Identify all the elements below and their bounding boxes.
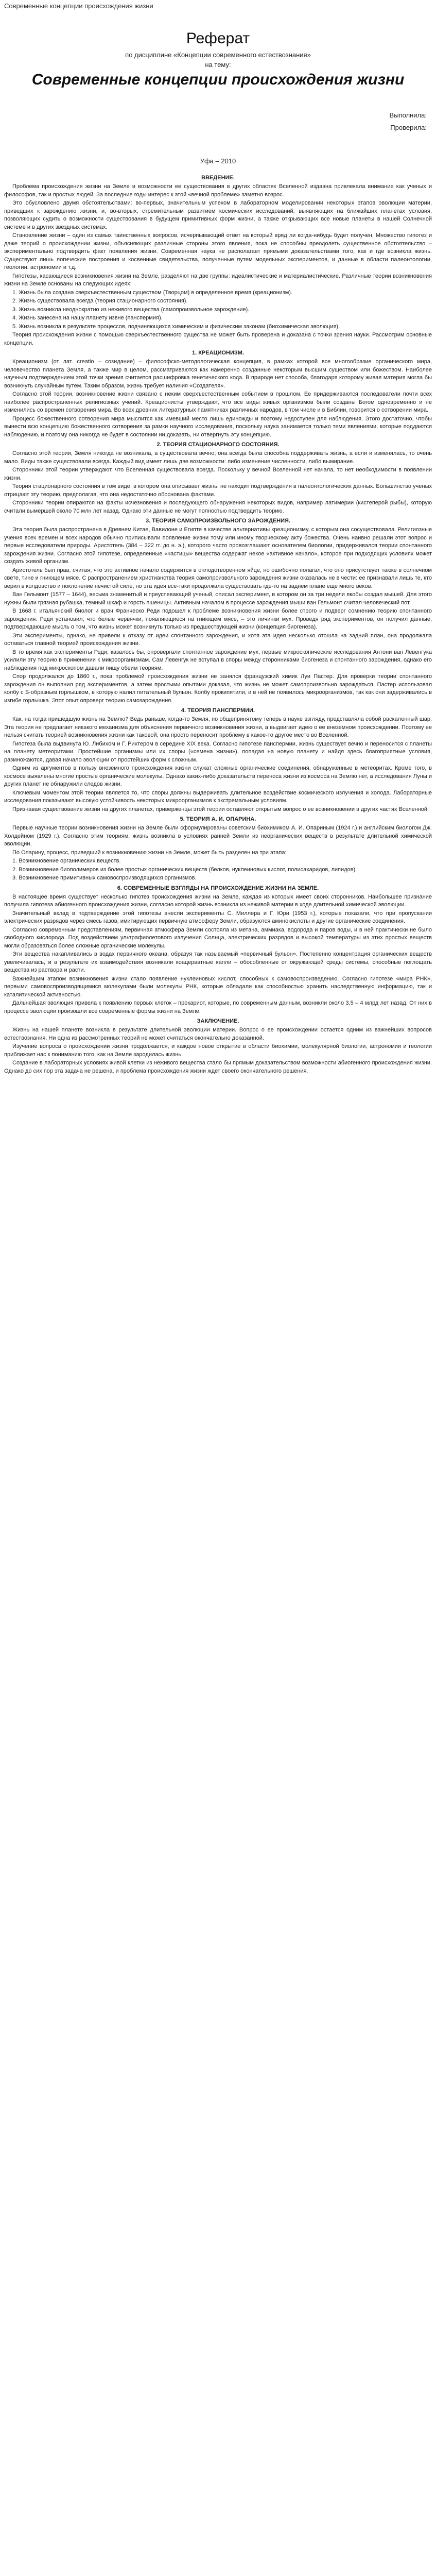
section-paragraph: 5. Жизнь возникла в результате процессов, подчиняющихся химическим и физическим законам (биохимическая эволюция). [12, 323, 340, 330]
section [4, 884, 432, 1016]
main-title: Современные концепции происхождения жизни [31, 71, 405, 88]
section-paragraph: Сторонники этой теории утверждают, что Вселенная существовала всегда. Поскольку у вечной Вселенной нет начала, то нет необходимости в появлении жизни. [4, 467, 432, 481]
checked-label: Проверила: [390, 124, 427, 131]
section-paragraph: Согласно современным представлениям, первичная атмосфера Земли состояла из метана, аммиака, водорода и паров воды, и в ней практически не было свободного кислорода. Под воздействием ультрафиолетового излучения Солнца, электрических разрядов и высокой температуры из этих простых веществ могли образоваться более сложные органические молекулы. [4, 926, 432, 949]
theme-label: на тему: [205, 61, 231, 69]
section-paragraph: Ван Гельмонт (1577 – 1644), весьма знаменитый и преуспевающий ученый, описал эксперимент, в котором он за три недели якобы создал мышей. Для этого нужны были грязная рубашка, темный шкаф и горсть пшеницы. Активным началом в процессе зарождения мыши ван Гельмонт считал человеческий пот. [4, 591, 432, 606]
city-year: Уфа – 2010 [200, 157, 236, 165]
section-paragraph: Как, на тогда пришедшую жизнь на Землю? Ведь раньше, когда-то Земля, по общепринятому теперь в науке взгляду, представляла собой раскаленный шар. Эта теория не предлагает никакого механизма для объяснения первичного возникновения жизни, а выдвигает идею о ее внеземном происхождении. Поэтому ее нельзя считать теорией возникновения жизни как таковой; она просто переносит проблему в какое-то другое место во Вселенной. [4, 716, 432, 738]
section [4, 815, 432, 883]
section-paragraph: Теория стационарного состояния в том виде, в котором она описывает жизнь, не находит подтверждения в палеонтологических данных. Большинство ученых отрицают эту теорию, предполагая, что она недостаточно обоснована фактами. [4, 483, 432, 498]
section-paragraph: Эти вещества накапливались в водах первичного океана, образуя так называемый «первичный бульон». Постепенно концентрация органических веществ увеличивалась, и в результате их взаимодействия возникали коацерватные капли – обособленные от окружающей среды системы, способные поглощать вещества из раствора и расти. [4, 951, 432, 973]
section-paragraph: Одним из аргументов в пользу внеземного происхождения жизни служат сложные органические соединения, обнаруженные в метеоритах. Кроме того, в космосе выявлены многие простые органические молекулы. Однако каких-либо доказательств переноса жизни из космоса на Землю нет, а исследования Луны и других планет не обнаружили следов жизни. [4, 765, 432, 787]
section-paragraph: В то время как эксперименты Реди, казалось бы, опровергали спонтанное зарождение мух, первые микроскопические исследования Антони ван Левенгука усилили эту теорию в применении к микроорганизмам. Сам Левенгук не вступал в споры между сторонниками биогенеза и спонтанного зарождения, однако его наблюдения под микроскопом давали пищу обеим теориям. [4, 649, 432, 671]
section-paragraph: Дальнейшая эволюция привела к появлению первых клеток – прокариот, которые, по современным данным, возникли около 3,5 – 4 млрд лет назад. От них в процессе эволюции произошли все современные формы жизни на Земле. [4, 1000, 432, 1014]
discipline-line: по дисциплине «Концепции современного естествознания» [125, 51, 311, 59]
section-paragraph: Гипотезы, касающиеся возникновения жизни на Земле, разделяют на две группы: идеалистические и материалистические. Различные теории возникновения жизни на Земле основаны на следующих идеях: [4, 273, 432, 287]
section-paragraph: Важнейшим этапом возникновения жизни стало появление нуклеиновых кислот, способных к самовоспроизведению. Согласно гипотезе «мира РНК», первыми самовоспроизводящимися молекулами были молекулы РНК, которые обладали как способностью хранить наследственную информацию, так и каталитической активностью. [4, 975, 432, 998]
section-paragraph: Признавая существование жизни на других планетах, приверженцы этой теории оставляют открытым вопрос о ее возникновении в других частях Вселенной. [12, 806, 429, 812]
section-paragraph: Ключевым моментом этой теории является то, что споры должны выдерживать длительное воздействие космического излучения и холода. Лабораторные исследования показывают высокую устойчивость некоторых микроорганизмов к экстремальным условиям. [4, 789, 432, 804]
section-paragraph: Гипотеза была выдвинута Ю. Либихом и Г. Рихтером в середине XIX века. Согласно гипотезе панспермии, жизнь существует вечно и переносится с планеты на планету метеоритами. Простейшие организмы или их споры («семена жизни»), попадая на новую планету и найдя здесь благоприятные условия, размножаются, давая начало эволюции от простейших форм к сложным. [4, 740, 432, 763]
section-paragraph: 2. Возникновение биополимеров из более простых органических веществ (белков, нуклеиновых кислот, полисахаридов, липидов). [12, 866, 357, 873]
section-paragraph: Эти эксперименты, однако, не привели к отказу от идеи спонтанного зарождения, и хотя эта идея несколько отошла на задний план, она продолжала оставаться главной теорией происхождения жизни. [4, 632, 432, 647]
section-paragraph: Проблема происхождения жизни на Земле и возможности ее существования в других областях Вселенной издавна привлекала внимание как ученых и философов, так и простых людей. За последние годы интерес к этой «вечной проблеме» заметно возрос. [4, 183, 432, 198]
section-paragraph: По Опарину, процесс, приведший к возникновению жизни на Земле, может быть разделен на три этапа: [12, 849, 287, 856]
section-heading: 5. ТЕОРИЯ А. И. ОПАРИНА. [180, 816, 256, 822]
section-paragraph: Создание в лабораторных условиях живой клетки из неживого вещества стало бы прямым доказательством возможности абиогенного происхождения жизни. Однако до сих пор эта задача не решена, и проблема происхождения жизни ждет своего окончательного решения. [4, 1060, 432, 1074]
section-heading: 6. СОВРЕМЕННЫЕ ВЗГЛЯДЫ НА ПРОИСХОЖДЕНИЕ ЖИЗНИ НА ЗЕМЛЕ. [117, 885, 319, 891]
signature-block [4, 109, 432, 134]
section-paragraph: Это обусловлено двумя обстоятельствами: во-первых, значительным успехом в лабораторном моделировании некоторых этапов эволюции материи, приведших к зарождению жизни, и, во-вторых, стремительным развитием космических исследований, выявляющих на ближайших планетах условия, позволяющих судить о возможности существования в будущем примитивных форм жизни, а также открывающих все новые планеты в нашей Солнечной системе и в других звездных системах. [4, 200, 432, 230]
section-paragraph: 2. Жизнь существовала всегда (теория стационарного состояния). [12, 298, 188, 304]
section-paragraph: 1. Жизнь была создана сверхъестественным существом (Творцом) в определенное время (креационизм). [12, 289, 293, 296]
section-paragraph: Теория происхождения жизни с помощью сверхъестественного существа не может быть проверена и доказана с точки зрения науки. Рассмотрим основные концепции. [4, 332, 432, 346]
section-paragraph: 1. Возникновение органических веществ. [12, 858, 121, 864]
document-page [0, 0, 436, 1086]
performed-label: Выполнила: [389, 111, 427, 119]
document-top-title: Современные концепции происхождения жизни [4, 2, 153, 10]
document-body [4, 174, 432, 1075]
section-paragraph: 3. Жизнь возникла неоднократно из неживого вещества (самопроизвольное зарождение). [12, 306, 250, 313]
section-paragraph: Согласно этой теории, Земля никогда не возникала, а существовала вечно; она всегда была способна поддерживать жизнь, а если и изменялась, то очень мало. Виды также существовали всегда. Каждый вид имеет лишь две возможности: либо изменение численности, либо вымирание. [4, 450, 432, 465]
section-paragraph: Сторонники теории опираются на факты исчезновения и последующего обнаружения некоторых видов, например латимерии (кистеперой рыбы), которую считали вымершей около 70 млн лет назад. Однако эти данные не могут полностью подтвердить теорию. [4, 500, 432, 514]
section-heading: 4. ТЕОРИЯ ПАНСПЕРМИИ. [181, 707, 255, 714]
document-type: Реферат [186, 30, 250, 47]
section-paragraph: В настоящее время существует несколько гипотез происхождения жизни на Земле, каждая из которых имеет своих сторонников. Наибольшее признание получила гипотеза абиогенного происхождения жизни, согласно которой жизнь возникла из неживой материи в ходе длительной химической эволюции. [4, 893, 432, 908]
section-heading: 1. КРЕАЦИОНИЗМ. [191, 350, 245, 356]
section [4, 517, 432, 705]
section-paragraph: Первые научные теории возникновения жизни на Земле были сформулированы советским биохимиком А. И. Опариным (1924 г.) и английским биологом Дж. Холдейном (1929 г.). Согласно этим теориям, жизнь возникла в условиях ранней Земли из неорганических веществ в результате длительной химической эволюции. [4, 825, 432, 847]
section-heading: 3. ТЕОРИЯ САМОПРОИЗВОЛЬНОГО ЗАРОЖДЕНИЯ. [146, 518, 290, 524]
section-heading: 2. ТЕОРИЯ СТАЦИОНАРНОГО СОСТОЯНИЯ. [156, 442, 280, 448]
section [4, 440, 432, 515]
section-paragraph: Становление жизни – один из самых таинственных вопросов, исчерпывающий ответ на который вряд ли когда-нибудь будет получен. Множество гипотез и даже теорий о происхождении жизни, объясняющих различные стороны этого явления, пока не способны преодолеть существенное обстоятельство – экспериментально подтвердить факт появления жизни. Современная наука не располагает прямыми доказательствами того, как и где возникла жизнь. Существуют лишь логические построения и косвенные свидетельства, полученные путем модельных экспериментов, и данные в области палеонтологии, геологии, астрономии и т.д. [4, 232, 432, 270]
section-heading: ЗАКЛЮЧЕНИЕ. [197, 1018, 239, 1024]
section-paragraph: Изучение вопроса о происхождении жизни продолжается, и каждое новое открытие в области биохимии, молекулярной биологии, астрономии и геологии приближает нас к пониманию того, как на Земле зародилась жизнь. [4, 1043, 432, 1058]
section [4, 349, 432, 439]
section-paragraph: Жизнь на нашей планете возникла в результате длительной эволюции материи. Вопрос о ее происхождении остается одним из важнейших вопросов естествознания. Ни одна из рассмотренных теорий не может считаться окончательно доказанной. [4, 1027, 432, 1041]
section-paragraph: Аристотель был прав, считая, что это активное начало содержится в оплодотворенном яйце, но ошибочно полагал, что оно присутствует также в солнечном свете, тине и гниющем мясе. С распространением христианства теория самопроизвольного зарождения жизни оказалась не в чести: ее признавали лишь те, кто верил в колдовство и поклонение нечистой силе, но эта идея все-таки продолжала существовать где-то на заднем плане еще много веков. [4, 567, 432, 589]
section-paragraph: Эта теория была распространена в Древнем Китае, Вавилоне и Египте в качестве альтернативы креационизму, с которым она сосуществовала. Религиозные учения всех времен и всех народов обычно приписывали появление жизни тому или иному творческому акту божества. Очень наивно решали этот вопрос и первые исследователи природы. Аристотель (384 – 322 гг. до н. э.), которого часто провозглашают основателем биологии, придерживался теории спонтанного зарождения жизни. Согласно этой гипотезе, определенные «частицы» вещества содержат некое «активное начало», которое при подходящих условиях может создать живой организм. [4, 527, 432, 565]
section-paragraph: В 1668 г. итальянский биолог и врач Франческо Реди подошел к проблеме возникновения жизни более строго и подверг сомнению теорию спонтанного зарождения. Реди установил, что белые червячки, появляющиеся на гниющем мясе, – это личинки мух. Проведя ряд экспериментов, он получил данные, подтверждающие мысль о том, что жизнь может возникнуть только из предшествующей жизни (концепция биогенеза). [4, 608, 432, 630]
section-heading: ВВЕДЕНИЕ. [201, 175, 235, 181]
section [4, 174, 432, 347]
section-paragraph: 3. Возникновение примитивных самовоспроизводящихся организмов. [12, 875, 197, 881]
section-paragraph: Спор продолжался до 1860 г., пока проблемой происхождения жизни не занялся французский химик Луи Пастер. Для проверки теории спонтанного зарождения он выполнил ряд экспериментов, а затем простыми опытами доказал, что жизнь не может самопроизвольно зарождаться. Пастер использовал колбу с S-образным горлышком, в которую налил питательный бульон. Колбу прокипятили, и в ней не появилось микроорганизмов, так как они задерживались в изгибе горлышка. Этот опыт опроверг теорию самозарождения. [4, 673, 432, 704]
section-paragraph: Согласно этой теории, возникновение жизни связано с неким сверхъестественным событием в прошлом. Ее придерживаются последователи почти всех наиболее распространенных религиозных учений. Креационисты утверждают, что все виды живых организмов были созданы Богом одновременно и не изменились со времен сотворения мира. Во всех древних литературных памятниках различных народов, в том числе и в Библии, говорится о сотворении мира. [4, 391, 432, 413]
section [4, 706, 432, 814]
section-paragraph: Значительный вклад в подтверждение этой гипотезы внесли эксперименты С. Миллера и Г. Юри (1953 г.), которые показали, что при пропускании электрических разрядов через смесь газов, имитирующих первичную атмосферу Земли, образуются аминокислоты и другие органические соединения. [4, 910, 432, 924]
section [4, 1017, 432, 1075]
section-paragraph: Процесс божественного сотворения мира мыслится как имевший место лишь единожды и поэтому недоступен для наблюдения. Этого достаточно, чтобы вынести всю концепцию божественного сотворения за рамки научного исследования, поскольку наука занимается только теми явлениями, которые поддаются наблюдению, и поэтому она никогда не будет в состоянии ни доказать, ни отвергнуть эту концепцию. [4, 415, 432, 438]
section-paragraph: Креационизм (от лат. creatio – созидание) – философско-методологическая концепция, в рамках которой все многообразие органического мира, человечество планета Земля, а также мир в целом, рассматриваются как намеренно созданные некоторым высшим существом или божеством. Наиболее научным подтверждением этой точки зрения считается расшифровка генетического кода. В природе нет способа, благодаря которому живая материя могла бы возникнуть случайным путем. Таким образом, жизнь требует наличия «Создателя». [4, 359, 432, 389]
section-paragraph: 4. Жизнь занесена на нашу планету извне (панспермия). [12, 315, 163, 321]
